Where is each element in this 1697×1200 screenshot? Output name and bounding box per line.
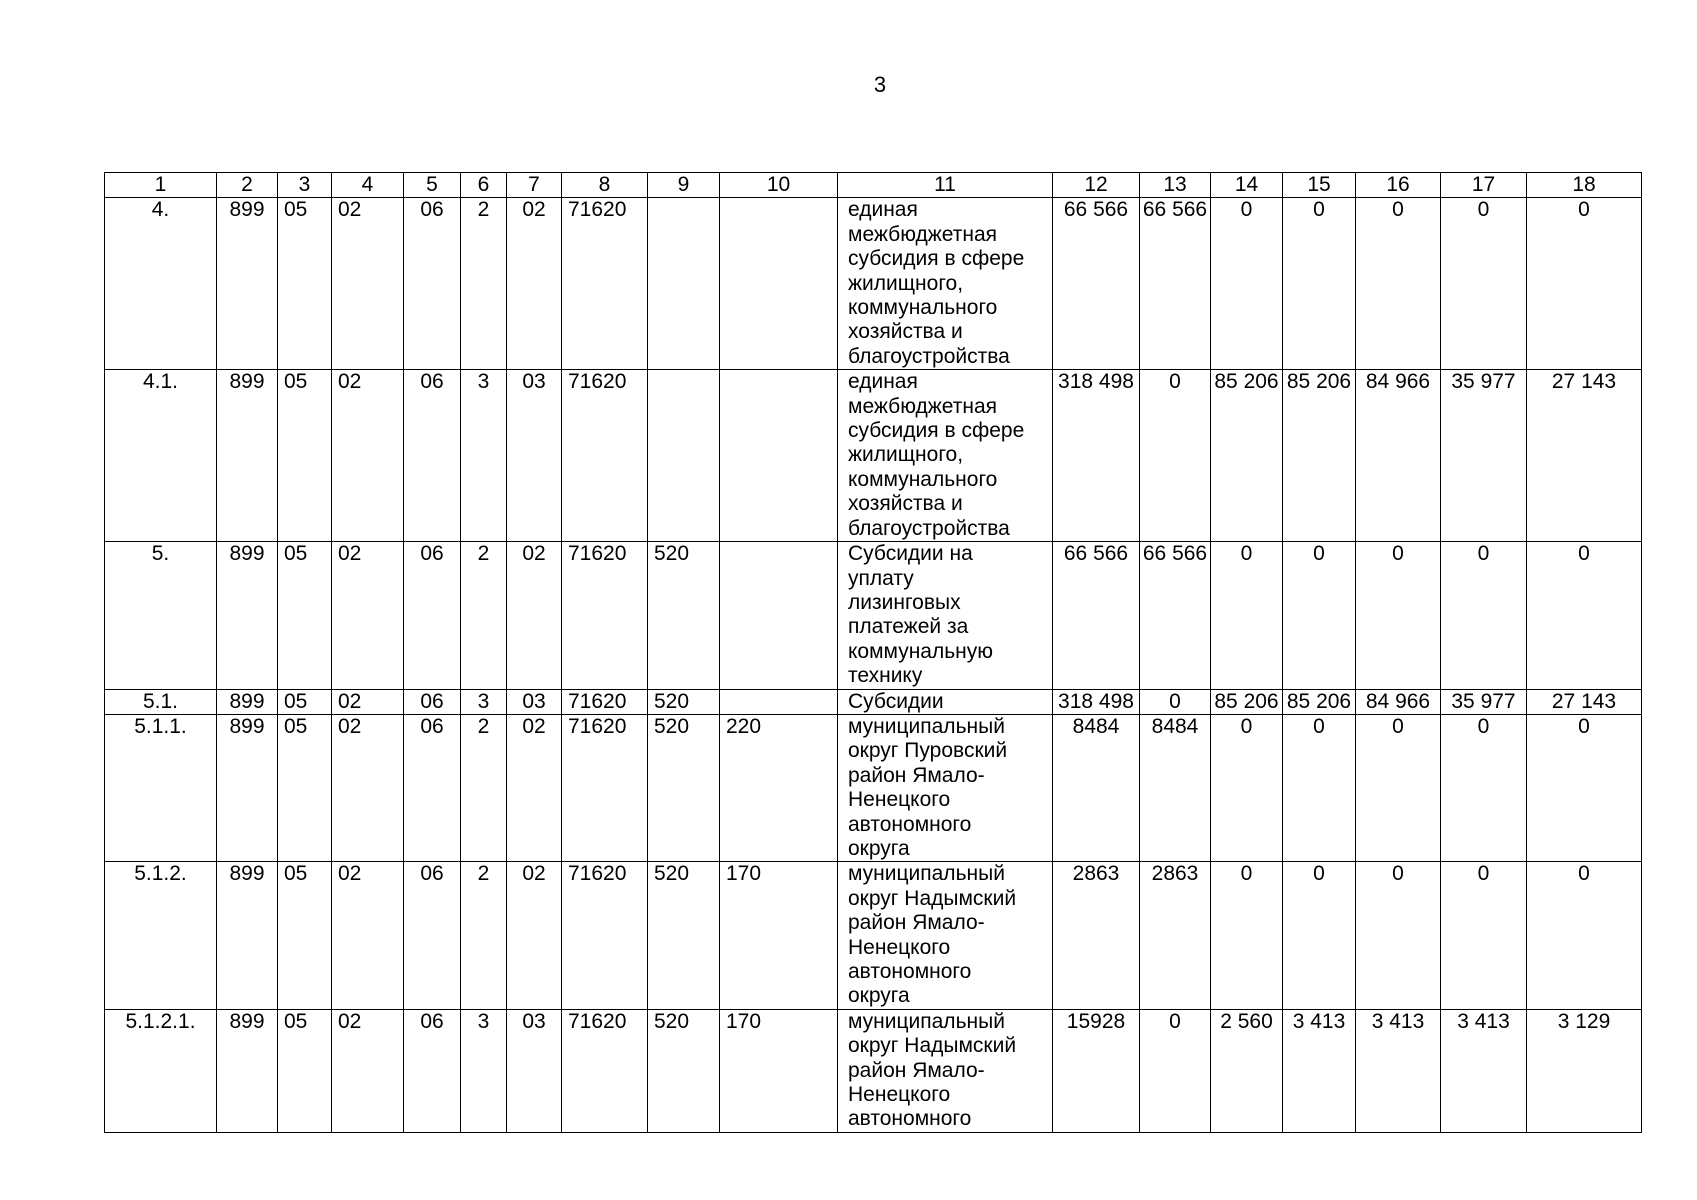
cell: 84 966	[1356, 370, 1441, 542]
cell: 520	[648, 1009, 720, 1132]
column-header: 11	[838, 173, 1053, 198]
cell: 02	[332, 198, 404, 370]
description-cell	[838, 714, 1053, 861]
description-cell	[838, 198, 1053, 370]
cell	[720, 689, 838, 714]
cell: 0	[1140, 1009, 1211, 1132]
cell	[720, 198, 838, 370]
description-line: субсидия в сфере	[848, 247, 1025, 271]
description-cell	[838, 542, 1053, 689]
cell: 0	[1527, 198, 1642, 370]
cell: 2	[461, 862, 507, 1009]
description-line: округ Надымский	[848, 886, 1017, 910]
cell: 899	[217, 1009, 278, 1132]
cell: 220	[720, 714, 838, 861]
cell: 8484	[1053, 714, 1140, 861]
description-line: межбюджетная	[848, 394, 998, 418]
cell: 15928	[1053, 1009, 1140, 1132]
description-line: единая	[848, 198, 918, 222]
cell: 520	[648, 542, 720, 689]
cell: 318 498	[1053, 370, 1140, 542]
budget-table	[104, 172, 1642, 1133]
cell: 05	[278, 198, 332, 370]
cell: 02	[332, 689, 404, 714]
cell: 66 566	[1140, 198, 1211, 370]
table-row	[105, 198, 1642, 370]
column-header: 17	[1441, 173, 1527, 198]
cell: 0	[1527, 542, 1642, 689]
cell	[720, 370, 838, 542]
cell	[648, 198, 720, 370]
cell: 02	[507, 198, 562, 370]
description-line: округа	[848, 984, 910, 1008]
cell: 0	[1211, 542, 1283, 689]
cell: 06	[404, 542, 461, 689]
column-header: 7	[507, 173, 562, 198]
row-number: 5.	[105, 542, 217, 689]
cell: 3 413	[1356, 1009, 1441, 1132]
cell: 85 206	[1211, 689, 1283, 714]
description-line: Ненецкого	[848, 788, 951, 812]
cell: 899	[217, 198, 278, 370]
cell: 02	[332, 542, 404, 689]
description-line: округ Надымский	[848, 1034, 1017, 1058]
cell: 0	[1527, 714, 1642, 861]
column-header: 8	[562, 173, 648, 198]
cell: 899	[217, 542, 278, 689]
description-line: коммунального	[848, 467, 998, 491]
cell: 0	[1356, 542, 1441, 689]
cell: 0	[1441, 542, 1527, 689]
cell: 27 143	[1527, 370, 1642, 542]
cell: 84 966	[1356, 689, 1441, 714]
column-header: 12	[1053, 173, 1140, 198]
cell: 0	[1441, 198, 1527, 370]
column-header: 10	[720, 173, 838, 198]
description-line: район Ямало-	[848, 911, 985, 935]
row-number: 4.1.	[105, 370, 217, 542]
column-header: 13	[1140, 173, 1211, 198]
cell: 899	[217, 862, 278, 1009]
cell: 71620	[562, 542, 648, 689]
cell: 899	[217, 689, 278, 714]
description-line: Субсидии	[848, 689, 944, 713]
description-line: технику	[848, 664, 923, 688]
cell: 03	[507, 1009, 562, 1132]
table-row	[105, 689, 1642, 714]
cell: 8484	[1140, 714, 1211, 861]
description-line: Ненецкого	[848, 1083, 951, 1107]
cell: 3 413	[1283, 1009, 1356, 1132]
description-line: жилищного,	[848, 271, 964, 295]
cell: 35 977	[1441, 370, 1527, 542]
cell: 71620	[562, 714, 648, 861]
cell: 0	[1283, 714, 1356, 861]
description-line: муниципальный	[848, 714, 1005, 738]
description-line: автономного	[848, 1107, 972, 1131]
cell: 06	[404, 689, 461, 714]
column-header: 15	[1283, 173, 1356, 198]
cell: 2	[461, 714, 507, 861]
cell: 0	[1211, 862, 1283, 1009]
column-header: 14	[1211, 173, 1283, 198]
cell: 35 977	[1441, 689, 1527, 714]
description-line: Субсидии на	[848, 542, 973, 566]
cell: 2863	[1053, 862, 1140, 1009]
cell: 0	[1283, 862, 1356, 1009]
cell: 3	[461, 689, 507, 714]
cell: 520	[648, 714, 720, 861]
cell: 0	[1356, 714, 1441, 861]
cell: 66 566	[1053, 542, 1140, 689]
cell: 0	[1356, 862, 1441, 1009]
description-line: автономного	[848, 812, 972, 836]
description-cell	[838, 862, 1053, 1009]
cell: 0	[1140, 689, 1211, 714]
cell	[720, 542, 838, 689]
cell: 520	[648, 689, 720, 714]
cell: 0	[1441, 714, 1527, 861]
column-header: 18	[1527, 173, 1642, 198]
cell: 02	[507, 862, 562, 1009]
cell: 05	[278, 689, 332, 714]
cell: 06	[404, 198, 461, 370]
cell: 0	[1356, 198, 1441, 370]
description-cell	[838, 370, 1053, 542]
row-number: 5.1.	[105, 689, 217, 714]
row-number: 4.	[105, 198, 217, 370]
cell: 03	[507, 370, 562, 542]
cell: 05	[278, 714, 332, 861]
cell: 0	[1140, 370, 1211, 542]
description-line: лизинговых	[848, 590, 961, 614]
description-line: муниципальный	[848, 1009, 1005, 1033]
cell: 05	[278, 1009, 332, 1132]
cell	[648, 370, 720, 542]
column-header: 4	[332, 173, 404, 198]
description-cell	[838, 1009, 1053, 1132]
cell: 0	[1283, 542, 1356, 689]
cell: 3	[461, 1009, 507, 1132]
description-line: Ненецкого	[848, 935, 951, 959]
table-row	[105, 714, 1642, 861]
row-number: 5.1.2.1.	[105, 1009, 217, 1132]
description-line: округ Пуровский	[848, 739, 1008, 763]
cell: 85 206	[1211, 370, 1283, 542]
cell: 06	[404, 370, 461, 542]
cell: 71620	[562, 862, 648, 1009]
cell: 2	[461, 542, 507, 689]
description-line: район Ямало-	[848, 1058, 985, 1082]
description-line: платежей за	[848, 615, 969, 639]
description-line: уплату	[848, 566, 914, 590]
description-cell	[838, 689, 1053, 714]
cell: 05	[278, 862, 332, 1009]
cell: 06	[404, 862, 461, 1009]
cell: 66 566	[1140, 542, 1211, 689]
cell: 2 560	[1211, 1009, 1283, 1132]
description-line: автономного	[848, 960, 972, 983]
cell: 05	[278, 542, 332, 689]
cell: 170	[720, 1009, 838, 1132]
description-line: единая	[848, 370, 918, 394]
cell: 899	[217, 714, 278, 861]
cell: 170	[720, 862, 838, 1009]
cell: 02	[332, 1009, 404, 1132]
column-header: 5	[404, 173, 461, 198]
cell: 06	[404, 1009, 461, 1132]
cell: 02	[332, 370, 404, 542]
cell: 71620	[562, 370, 648, 542]
description-line: хозяйства и	[848, 320, 963, 344]
cell: 71620	[562, 1009, 648, 1132]
cell: 318 498	[1053, 689, 1140, 714]
column-header: 16	[1356, 173, 1441, 198]
cell: 0	[1283, 198, 1356, 370]
cell: 27 143	[1527, 689, 1642, 714]
row-number: 5.1.1.	[105, 714, 217, 861]
column-header: 6	[461, 173, 507, 198]
column-header: 9	[648, 173, 720, 198]
cell: 05	[278, 370, 332, 542]
cell: 899	[217, 370, 278, 542]
cell: 0	[1527, 862, 1642, 1009]
description-line: коммунальную	[848, 639, 994, 663]
description-line: хозяйства и	[848, 492, 963, 516]
column-header: 1	[105, 173, 217, 198]
cell: 66 566	[1053, 198, 1140, 370]
cell: 3 413	[1441, 1009, 1527, 1132]
cell: 06	[404, 714, 461, 861]
header-row	[105, 173, 1642, 198]
description-line: благоустройства	[848, 516, 1010, 540]
cell: 520	[648, 862, 720, 1009]
cell: 2	[461, 198, 507, 370]
cell: 02	[507, 714, 562, 861]
cell: 0	[1211, 714, 1283, 861]
cell: 02	[332, 862, 404, 1009]
cell: 85 206	[1283, 689, 1356, 714]
cell: 85 206	[1283, 370, 1356, 542]
cell: 3 129	[1527, 1009, 1642, 1132]
cell: 02	[332, 714, 404, 861]
description-line: жилищного,	[848, 443, 964, 467]
row-number: 5.1.2.	[105, 862, 217, 1009]
cell: 3	[461, 370, 507, 542]
description-line: муниципальный	[848, 862, 1005, 886]
table-row	[105, 542, 1642, 689]
table-row	[105, 1009, 1642, 1132]
page-number: 3	[873, 72, 887, 97]
description-line: субсидия в сфере	[848, 419, 1025, 443]
description-line: благоустройства	[848, 344, 1010, 368]
column-header: 3	[278, 173, 332, 198]
description-line: межбюджетная	[848, 222, 998, 246]
cell: 03	[507, 689, 562, 714]
description-line: коммунального	[848, 296, 998, 320]
cell: 02	[507, 542, 562, 689]
cell: 71620	[562, 689, 648, 714]
cell: 0	[1211, 198, 1283, 370]
cell: 0	[1441, 862, 1527, 1009]
description-line: округа	[848, 836, 910, 860]
table-row	[105, 370, 1642, 542]
column-header: 2	[217, 173, 278, 198]
cell: 2863	[1140, 862, 1211, 1009]
table-row	[105, 862, 1642, 1009]
description-line: район Ямало-	[848, 763, 985, 787]
cell: 71620	[562, 198, 648, 370]
